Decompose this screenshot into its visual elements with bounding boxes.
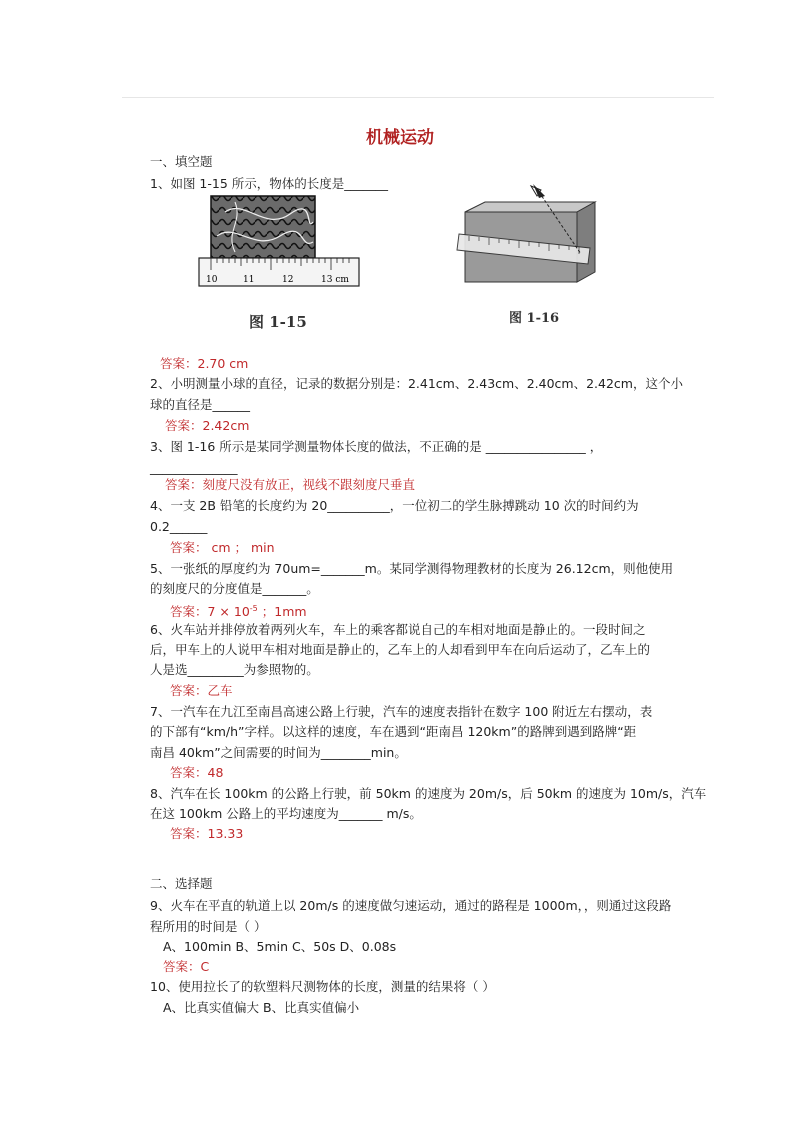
tick-label-10: 10: [206, 275, 218, 285]
figure-1-15-wood-ruler: [195, 192, 365, 302]
tick-label-13cm: 13 cm: [321, 275, 349, 285]
answer-3: 答案：刻度尺没有放正，视线不跟刻度尺垂直: [165, 477, 416, 492]
question-4-line-2: 0.2______: [150, 519, 208, 534]
question-3-line-1: 3、图 1-16 所示是某同学测量物体长度的做法，不正确的是 ________________ ，: [150, 439, 603, 454]
question-5-line-1: 5、一张纸的厚度约为 70um=_______m。某同学测得物理教材的长度为 26.12cm，则他使用: [150, 561, 674, 576]
answer-7: 答案：48: [170, 765, 224, 780]
answer-1: 答案：2.70 cm: [160, 356, 249, 371]
figure-1-16-caption: 图 1-16: [509, 311, 560, 326]
answer-2: 答案：2.42cm: [165, 418, 250, 433]
answer-4: 答案： cm ； min: [170, 540, 275, 555]
figure-1-16-block-ruler: [455, 182, 605, 297]
tick-label-12: 12: [282, 275, 294, 285]
question-2-line-2: 球的直径是______: [150, 397, 251, 412]
question-10: 10、使用拉长了的软塑料尺测物体的长度，测量的结果将（ ）: [150, 979, 495, 994]
question-6-line-3: 人是选_________为参照物的。: [150, 662, 319, 677]
question-2-line-1: 2、小明测量小球的直径，记录的数据分别是：2.41cm、2.43cm、2.40cm、2.42cm，这个小: [150, 376, 683, 391]
tick-label-11: 11: [243, 275, 255, 285]
question-3-line-2: ______________: [150, 460, 238, 475]
answer-5: 答案：$7 \times 10^{-5}$ ；1mm: [170, 604, 307, 620]
question-9-line-2: 程所用的时间是（ ）: [150, 919, 267, 934]
answer-8: 答案：13.33: [170, 826, 244, 841]
header-rule: [122, 97, 714, 98]
question-7-line-1: 7、一汽车在九江至南昌高速公路上行驶，汽车的速度表指针在数字 100 附近左右摆动，表: [150, 704, 653, 719]
question-8-line-2: 在这 100km 公路上的平均速度为_______ m/s。: [150, 806, 422, 821]
question-7-line-2: 的下部有“km/h”字样。以这样的速度，车在遇到“距南昌 120km”的路牌到遇到路牌“距: [150, 724, 637, 739]
question-6-line-2: 后，甲车上的人说甲车相对地面是静止的，乙车上的人却看到甲车在向后运动了，乙车上的: [150, 642, 651, 657]
question-1: 1、如图 1-15 所示，物体的长度是_______: [150, 176, 389, 191]
page-title: 机械运动: [366, 128, 434, 148]
question-7-line-3: 南昌 40km”之间需要的时间为________min。: [150, 745, 407, 760]
section-multiple-choice-heading: 二、选择题: [150, 876, 213, 891]
question-10-options: A、比真实值偏大 B、比真实值偏小: [163, 1000, 360, 1015]
question-8-line-1: 8、汽车在长 100km 的公路上行驶，前 50km 的速度为 20m/s，后 50km 的速度为 10m/s，汽车: [150, 786, 707, 801]
question-5-line-2: 的刻度尺的分度值是_______。: [150, 581, 319, 596]
question-9-options: A、100min B、5min C、50s D、0.08s: [163, 939, 397, 954]
section-fill-blank-heading: 一、填空题: [150, 154, 213, 169]
question-6-line-1: 6、火车站并排停放着两列火车，车上的乘客都说自己的车相对地面是静止的。一段时间之: [150, 622, 646, 637]
answer-6: 答案：乙车: [170, 683, 233, 698]
answer-9: 答案：C: [163, 959, 210, 974]
question-9-line-1: 9、火车在平直的轨道上以 20m/s 的速度做匀速运动，通过的路程是 1000m，，则通过这段路: [150, 898, 672, 913]
figure-1-15-caption: 图 1-15: [249, 313, 307, 331]
question-4-line-1: 4、一支 2B 铅笔的长度约为 20__________，一位初二的学生脉搏跳动 10 次的时间约为: [150, 498, 639, 513]
